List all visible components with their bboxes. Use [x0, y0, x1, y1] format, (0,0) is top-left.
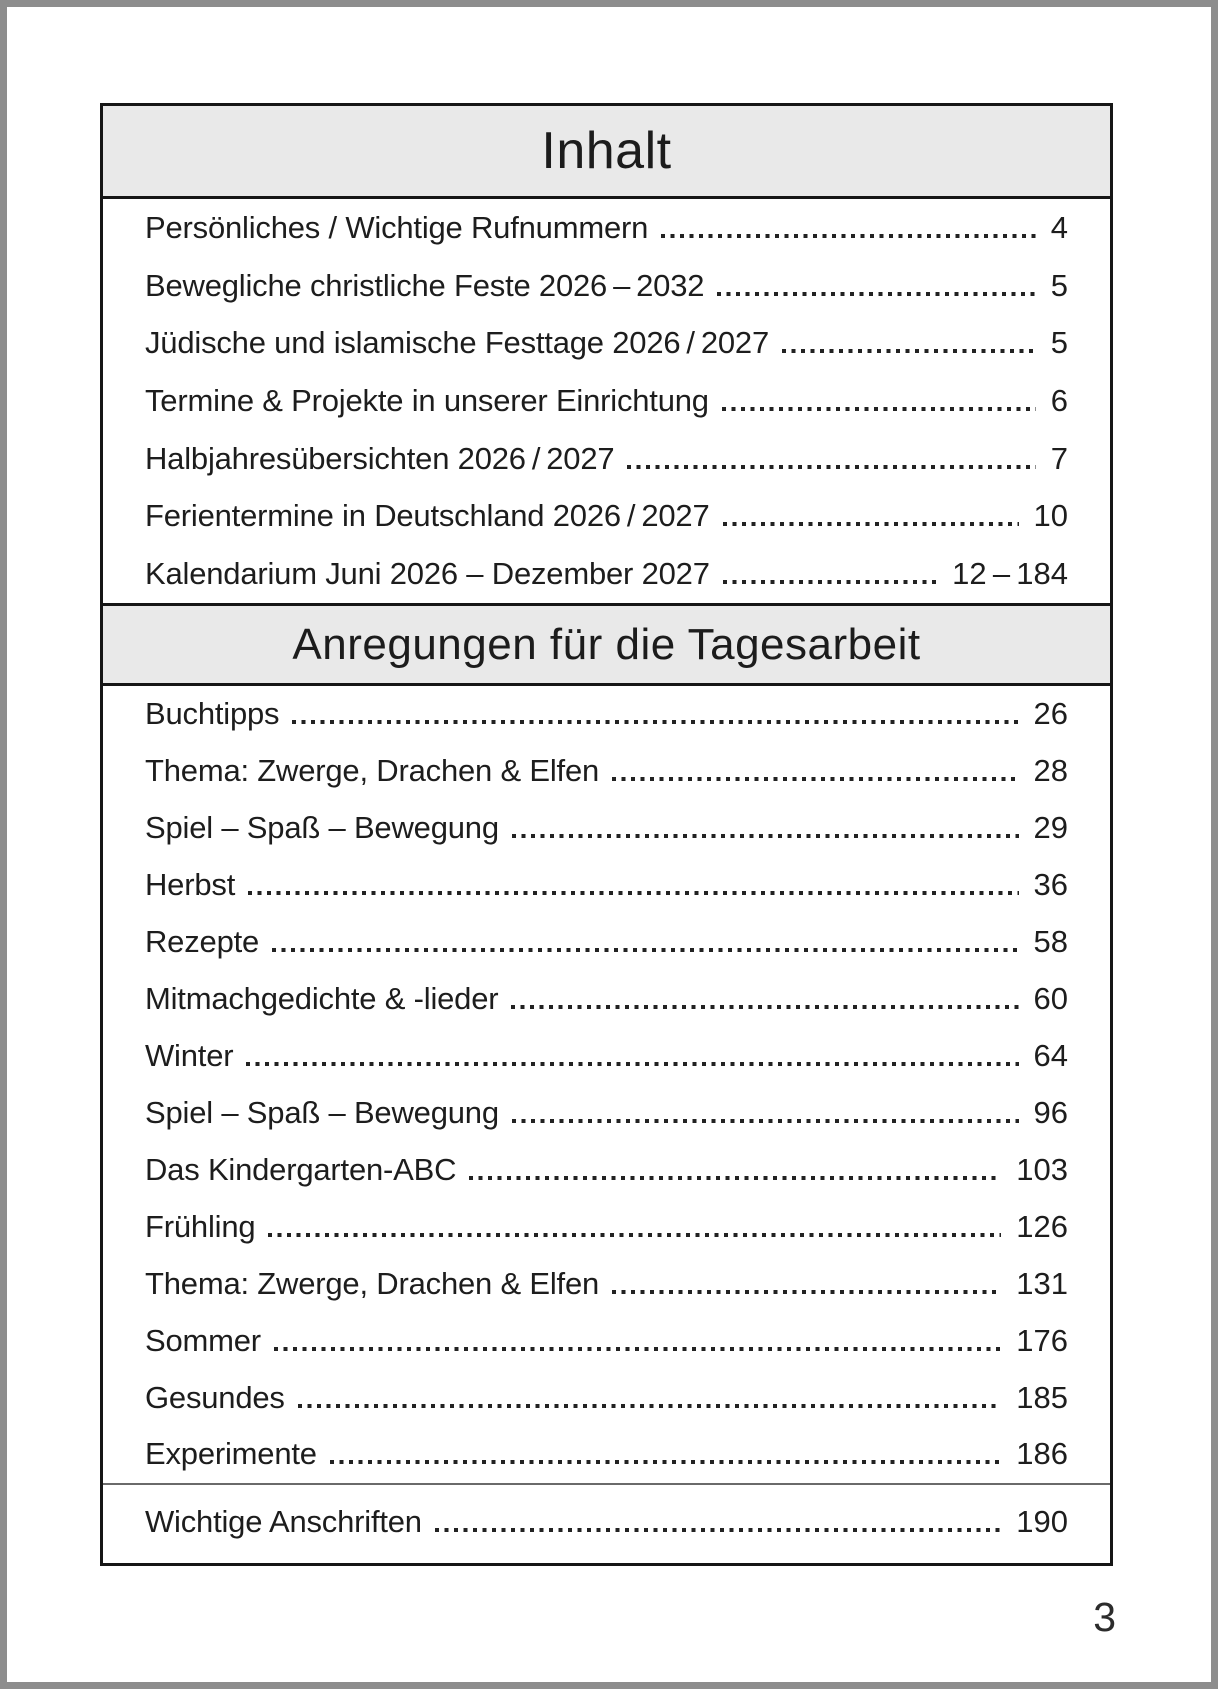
- toc-entry-page: 126: [1016, 1208, 1068, 1244]
- toc-entry: [145, 325, 1068, 361]
- toc-entry-label: Halbjahresübersichten 2026 / 2027: [145, 440, 615, 476]
- toc-entry: [145, 753, 1068, 789]
- dot-leader: [722, 407, 1036, 411]
- dot-leader: [723, 522, 1019, 526]
- toc-entry-label: Persönliches / Wichtige Rufnummern: [145, 209, 649, 245]
- toc-entry: [145, 981, 1068, 1017]
- toc-entry: [145, 1209, 1068, 1245]
- toc-section-tagesarbeit: [103, 686, 1110, 1483]
- toc-entry-label: Termine & Projekte in unserer Einrichtung: [145, 382, 709, 418]
- toc-entry: [145, 1095, 1068, 1131]
- toc-entry-label: Kalendarium Juni 2026 – Dezember 2027: [145, 556, 710, 592]
- toc-entry-label: Wichtige Anschriften: [145, 1504, 422, 1539]
- dot-leader: [246, 1062, 1018, 1066]
- dot-leader: [612, 1290, 1001, 1294]
- toc-entry-page: 103: [1016, 1151, 1068, 1187]
- toc-entry: [145, 268, 1068, 304]
- toc-entry-page: 58: [1033, 924, 1068, 960]
- toc-entry: [145, 1436, 1068, 1472]
- toc-entry-label: Experimente: [145, 1436, 317, 1472]
- dot-leader: [782, 349, 1036, 353]
- toc-entry-page: 10: [1033, 498, 1068, 534]
- toc-entry-label: Rezepte: [145, 924, 260, 960]
- toc-entry-page: 185: [1016, 1379, 1068, 1415]
- toc-entry-label: Jüdische und islamische Festtage 2026 / 2027: [145, 325, 770, 361]
- toc-entry-page: 7: [1050, 440, 1068, 476]
- toc-entry: [145, 1380, 1068, 1416]
- dot-leader: [248, 891, 1018, 895]
- toc-entry-page: 96: [1033, 1094, 1068, 1130]
- toc-entry-label: Buchtipps: [145, 696, 280, 732]
- dot-leader: [511, 1005, 1018, 1009]
- toc-entry-page: 36: [1033, 867, 1068, 903]
- toc-entry-label: Spiel – Spaß – Bewegung: [145, 1094, 499, 1130]
- toc-entry: [145, 383, 1068, 419]
- toc-entry: [145, 1038, 1068, 1074]
- toc-footer: [103, 1483, 1110, 1563]
- toc-entry-label: Mitmachgedichte & -lieder: [145, 981, 499, 1017]
- dot-leader: [268, 1233, 1001, 1237]
- toc-entry-page: 5: [1050, 325, 1068, 361]
- page-number: 3: [1093, 1594, 1116, 1640]
- toc-entry: [145, 556, 1068, 592]
- toc-entry-label: Sommer: [145, 1322, 261, 1358]
- dot-leader: [298, 1404, 1002, 1408]
- dot-leader: [292, 720, 1018, 724]
- dot-leader: [723, 580, 937, 584]
- toc-entry-label: Bewegliche christliche Feste 2026 – 2032: [145, 267, 705, 303]
- toc-entry: [145, 924, 1068, 960]
- toc-entry-label: Thema: Zwerge, Drachen & Elfen: [145, 1265, 600, 1301]
- toc-entry: [145, 696, 1068, 732]
- toc-entry: [145, 867, 1068, 903]
- dot-leader: [512, 834, 1019, 838]
- toc-entry-page: 64: [1033, 1037, 1068, 1073]
- toc-subsection-title: Anregungen für die Tagesarbeit: [103, 603, 1110, 686]
- toc-entry-page: 5: [1050, 267, 1068, 303]
- toc-entry-label: Spiel – Spaß – Bewegung: [145, 810, 499, 846]
- dot-leader: [612, 777, 1018, 781]
- toc-entry-label: Ferientermine in Deutschland 2026 / 2027: [145, 498, 710, 534]
- toc-entry: [145, 1152, 1068, 1188]
- dot-leader: [627, 465, 1035, 469]
- toc-entry-page: 6: [1050, 382, 1068, 418]
- toc-entry-page: 176: [1016, 1322, 1068, 1358]
- toc-entry-page: 186: [1016, 1436, 1068, 1472]
- toc-entry-page: 26: [1033, 696, 1068, 732]
- toc-entry-label: Winter: [145, 1037, 234, 1073]
- dot-leader: [469, 1176, 1001, 1180]
- toc-entry: [145, 1504, 1068, 1540]
- toc-entry: [145, 1323, 1068, 1359]
- dot-leader: [661, 234, 1036, 238]
- dot-leader: [330, 1460, 1001, 1464]
- dot-leader: [435, 1528, 1001, 1532]
- toc-entry-page: 131: [1016, 1265, 1068, 1301]
- toc-title: Inhalt: [103, 106, 1110, 199]
- toc-entry-page: 12 – 184: [952, 556, 1068, 592]
- toc-box: [100, 103, 1113, 1566]
- toc-entry-label: Herbst: [145, 867, 236, 903]
- toc-section-general: [103, 199, 1110, 603]
- dot-leader: [717, 292, 1035, 296]
- dot-leader: [272, 948, 1018, 952]
- toc-entry-page: 28: [1033, 753, 1068, 789]
- toc-entry-label: Das Kindergarten-ABC: [145, 1151, 457, 1187]
- dot-leader: [512, 1119, 1019, 1123]
- toc-entry-page: 29: [1033, 810, 1068, 846]
- toc-entry: [145, 498, 1068, 534]
- toc-entry: [145, 441, 1068, 477]
- toc-entry: [145, 210, 1068, 246]
- toc-entry-page: 4: [1050, 209, 1068, 245]
- toc-entry-label: Gesundes: [145, 1379, 285, 1415]
- toc-entry-label: Frühling: [145, 1208, 256, 1244]
- toc-entry-page: 190: [1016, 1504, 1068, 1539]
- toc-entry: [145, 810, 1068, 846]
- toc-entry: [145, 1266, 1068, 1302]
- toc-entry-label: Thema: Zwerge, Drachen & Elfen: [145, 753, 600, 789]
- dot-leader: [274, 1347, 1001, 1351]
- toc-entry-page: 60: [1033, 981, 1068, 1017]
